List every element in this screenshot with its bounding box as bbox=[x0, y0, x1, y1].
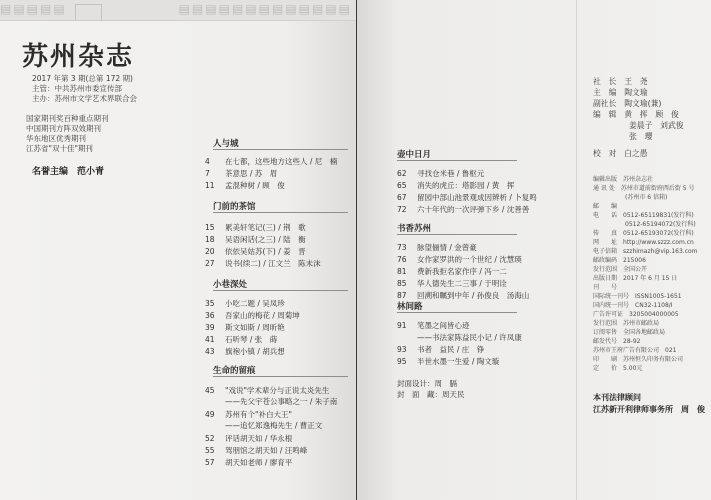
colophon-row: 国际统一刊号 ISSN1005-1651 bbox=[593, 293, 682, 300]
toc-row: 57 胡天如老师 / 廖育平 bbox=[205, 458, 293, 467]
section-title: 门前的茶馆 bbox=[213, 200, 348, 213]
honorary-chief-editor: 名誉主编 范小青 bbox=[32, 167, 105, 177]
toc-row: 73 脉望俪情 / 金曾豪 bbox=[397, 243, 477, 252]
legal-title: 本刊法律顾问 bbox=[593, 393, 641, 402]
toc-row: ——书法家陈益民小记 / 许凤康 bbox=[417, 333, 522, 342]
section-title: 壶中日月 bbox=[397, 148, 517, 161]
toc-row: 4 在七都，这些地方这些人 / 尼 楠 bbox=[205, 157, 338, 166]
toc-row: 11 孟混种树 / 顾 俊 bbox=[205, 181, 285, 190]
toc-row: 18 吴语闲话(之三) / 陆 衡 bbox=[205, 235, 306, 244]
toc-row: 52 评话胡天如 / 华永根 bbox=[205, 434, 293, 443]
toc-row: 87 回溯和瞩到中年 / 孙俊良 汤海山 bbox=[397, 291, 530, 300]
section-title: 生命的留痕 bbox=[213, 364, 348, 377]
toc-row: 36 吾家山的梅花 / 周菊坤 bbox=[205, 311, 300, 320]
honor-item: 中国期刊方阵双效期刊 bbox=[26, 124, 101, 133]
staff-row: 社 长 王 尧 bbox=[593, 77, 648, 86]
colophon-row: 传 真 0512-65193072(发行科) bbox=[593, 230, 694, 237]
toc-row: 55 驾朋馆之胡天如 / 汪鸣峰 bbox=[205, 446, 308, 455]
section-title: 书香苏州 bbox=[397, 222, 517, 235]
toc-row: 85 华人德先生二三事 / 于明诠 bbox=[397, 279, 507, 288]
colophon-row: 苏州市王府广告有限公司 021 bbox=[593, 347, 677, 354]
magazine-title: 苏州杂志 bbox=[22, 42, 135, 72]
colophon-row: 发行范围 苏州市邮政局 bbox=[593, 320, 660, 327]
colophon-row: 国内统一刊号 CN32-1108/I bbox=[593, 302, 673, 309]
toc-row: 49 苏州有个"补白大王" bbox=[205, 410, 292, 419]
colophon-row: 邮政编码 215006 bbox=[593, 257, 646, 264]
colophon-row: 定 价 5.00元 bbox=[593, 365, 643, 372]
proof-row: 校 对 白之愚 bbox=[593, 149, 648, 158]
toc-row: 62 寻找仓米巷 / 鲁枢元 bbox=[397, 169, 485, 178]
honor-item: 江苏省"双十佳"期刊 bbox=[26, 144, 93, 153]
colophon-row: 邮发代号 28-92 bbox=[593, 338, 641, 345]
toc-row: 91 笔墨之间皆心迹 bbox=[397, 321, 470, 330]
toc-row: ——先父宇苍公事略之一 / 朱子南 bbox=[225, 397, 338, 406]
toc-row: 39 斯文如斯 / 周昕艳 bbox=[205, 323, 285, 332]
toc-row: 45 "戏说"学术辈分与正说太炎先生 bbox=[205, 386, 330, 395]
organizer-info: 主办：苏州市文学艺术界联合会 bbox=[32, 94, 137, 103]
toc-row: 7 茶意思 / 苏 眉 bbox=[205, 169, 278, 178]
colophon-row: 印 刷 苏州恒久印务有限公司 bbox=[593, 356, 684, 363]
staff-row: 主 编 陶文瑜 bbox=[593, 88, 648, 97]
honor-item: 华东地区优秀期刊 bbox=[26, 134, 86, 143]
right-page bbox=[357, 0, 711, 500]
colophon-row: 0512-65194072(发行科) bbox=[625, 221, 696, 228]
toc-row: 65 消失的虎丘：塔影园 / 黄 挥 bbox=[397, 181, 515, 190]
colophon-row: 通 讯 处 苏州市道前街府西后街 5 号 bbox=[593, 185, 695, 192]
toc-row: 43 旗袍小镇 / 胡兵想 bbox=[205, 347, 285, 356]
colophon-row: 刊 号 bbox=[593, 284, 618, 291]
cover-credit: 封 面 藏：周天民 bbox=[397, 390, 465, 399]
staff-row: 张 瓔 bbox=[629, 132, 653, 141]
colophon-row: 订阅零售 全国各地邮政局 bbox=[593, 329, 666, 336]
toc-row: 41 石听琴 / 张 蒔 bbox=[205, 335, 278, 344]
section-title: 小巷深处 bbox=[213, 278, 348, 291]
toc-row: 76 女作家罗洪的一个世纪 / 沈慧瑛 bbox=[397, 255, 522, 264]
toc-row: ——追忆郑逸梅先生 / 曹正文 bbox=[225, 421, 323, 430]
staff-row: 编 辑 黄 挥 顾 俊 bbox=[593, 110, 679, 119]
toc-row: 93 书者 益民 / 庄 铮 bbox=[397, 345, 485, 354]
toc-row: 81 费新我拒名家作序 / 冯一二 bbox=[397, 267, 507, 276]
colophon-row: 发行范围 全国公开 bbox=[593, 266, 648, 273]
colophon-row: 电子信箱 szzhimazh@vip.163.com bbox=[593, 248, 698, 255]
toc-row: 35 小吃二题 / 吴凤珍 bbox=[205, 299, 285, 308]
sponsor-info: 主管：中共苏州市委宣传部 bbox=[32, 84, 122, 93]
section-title: 林间路 bbox=[397, 300, 517, 313]
cover-credit: 封面设计：周 膈 bbox=[397, 379, 457, 388]
toc-row: 72 六十年代的一次评弹下乡 / 沈善善 bbox=[397, 205, 530, 214]
colophon-row: 出版日期 2017 年 6 月 15 日 bbox=[593, 275, 678, 282]
toc-row: 95 半世水墨一生爱 / 陶文璇 bbox=[397, 357, 500, 366]
toc-row: 67 留园中部山池景观成因辨析 / 卜复鸣 bbox=[397, 193, 537, 202]
section-title: 人与城 bbox=[213, 137, 348, 150]
colophon-row: 邮 编 bbox=[593, 203, 618, 210]
colophon-row: (苏州市 6 信箱) bbox=[625, 194, 668, 201]
colophon-row: 编辑出版 苏州杂志社 bbox=[593, 176, 654, 183]
honor-item: 国家期刊奖百种重点期刊 bbox=[26, 114, 109, 123]
legal-firm: 江苏新开利律师事务所 周 俊 bbox=[593, 405, 705, 414]
toc-row: 27 说书(续二) / 江文兰 陈未沫 bbox=[205, 259, 321, 268]
staff-row: 副社长 陶文瑜(兼) bbox=[593, 99, 662, 108]
colophon-row: 广告许可证 3205004000005 bbox=[593, 311, 679, 318]
issue-info: 2017 年第 3 期(总第 172 期) bbox=[32, 74, 133, 83]
toc-row: 15 累美轩笔记(三) / 荆 歌 bbox=[205, 223, 306, 232]
staff-row: 姜晨子 刘武俊 bbox=[629, 121, 684, 130]
decorative-border: ▤▤▤▤▤ ▤▤▤▤▤▤▤▤▤▤▤▤▤ bbox=[0, 0, 356, 21]
colophon-row: 网 址 http://www.szzz.com.cn bbox=[593, 239, 694, 246]
colophon-row: 电 话 0512-65119831(发行科) bbox=[593, 212, 694, 219]
column-divider bbox=[576, 0, 577, 500]
toc-row: 20 依依吴姑苏(下) / 姜 晋 bbox=[205, 247, 306, 256]
